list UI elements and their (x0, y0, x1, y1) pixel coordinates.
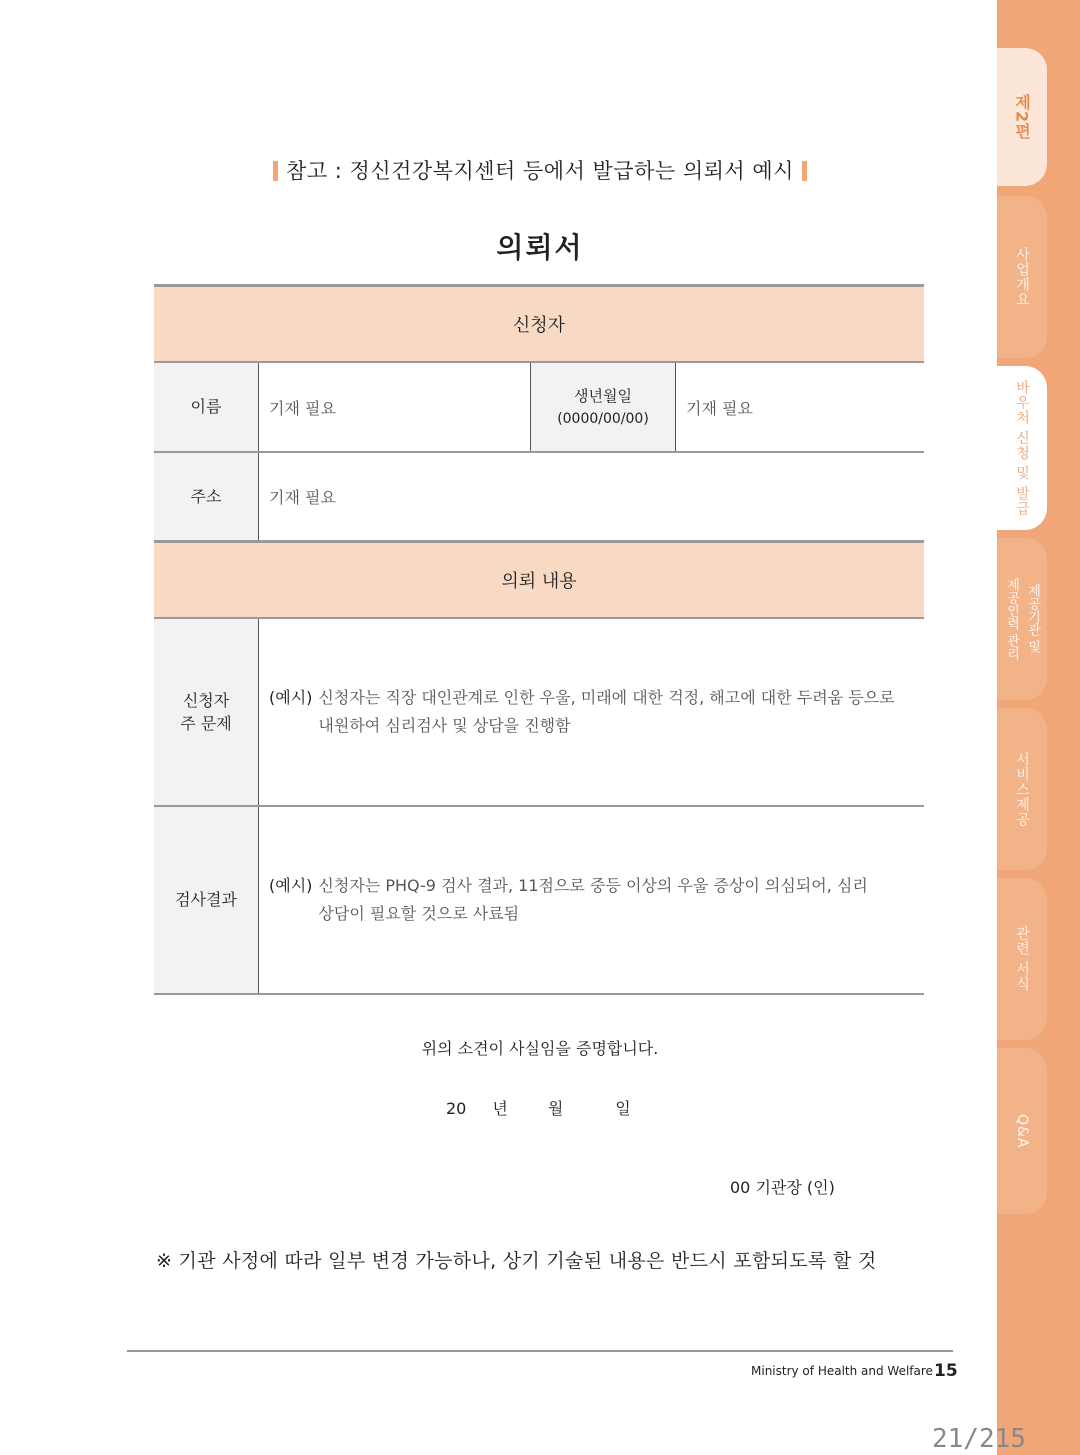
heading-bar-right (802, 161, 807, 181)
page-counter: 21/215 (932, 1424, 1026, 1454)
footer-divider (127, 1350, 953, 1352)
address-label: 주소 (154, 453, 259, 540)
problem-label (154, 619, 259, 805)
name-value[interactable]: 기재 필요 (269, 398, 336, 418)
footnote: ※ 기관 사정에 따라 일부 변경 가능하나, 상기 기술된 내용은 반드시 포함되도록 할 것 (156, 1250, 877, 1272)
problem-text-line-1: 신청자는 직장 대인관계로 인한 우울, 미래에 대한 걱정, 해고에 대한 두려움 등으로 (318, 688, 895, 707)
result-text-line-1: 신청자는 PHQ-9 검사 결과, 11점으로 중등 이상의 우울 증상이 의심되어, 심리 (318, 876, 868, 895)
tab-forms[interactable] (997, 878, 1047, 1040)
tab-forms-label: 관련 서식 (1014, 926, 1030, 992)
result-row (154, 807, 924, 995)
certification-text: 위의 소견이 사실임을 증명합니다. (421, 1039, 659, 1058)
referral-section-header: 의뢰 내용 (154, 540, 924, 619)
date-year: 20 (446, 1099, 467, 1118)
date-line (446, 1096, 657, 1119)
tab-provider-label-1: 제공기관 및 (1025, 584, 1040, 654)
birth-label-text: 생년월일 (574, 386, 632, 405)
name-birth-row (154, 363, 924, 453)
tab-voucher[interactable] (997, 366, 1047, 530)
tab-provider[interactable] (997, 538, 1047, 700)
referral-form (154, 284, 924, 995)
birth-label (530, 363, 676, 451)
document-title: 의뢰서 (496, 231, 584, 264)
tab-qna-label: Q&A (1014, 1113, 1030, 1149)
page-number: 15 (934, 1361, 958, 1381)
problem-example-tag: (예시) (269, 688, 313, 707)
heading-bar-left (273, 161, 278, 181)
result-label: 검사결과 (154, 807, 259, 993)
problem-content[interactable] (259, 619, 924, 805)
name-label: 이름 (154, 363, 259, 451)
applicant-section-header: 신청자 (154, 287, 924, 363)
tab-provider-label-2: 제공인력 관리 (1004, 577, 1019, 661)
problem-text-line-2: 내원하여 심리검사 및 상담을 진행함 (318, 716, 571, 735)
birth-format-text: (0000/00/00) (557, 410, 649, 427)
footer-ministry: Ministry of Health and Welfare (751, 1364, 933, 1378)
date-year-unit: 년 (492, 1099, 508, 1118)
birth-value[interactable]: 기재 필요 (686, 398, 753, 418)
tab-voucher-label: 바우처 신청 및 발급 (1014, 379, 1030, 517)
tab-part-label: 제2편 (1012, 93, 1032, 141)
tab-qna[interactable] (997, 1048, 1047, 1214)
organization-signature: 00 기관장 (인) (730, 1178, 835, 1197)
tab-service-label: 서비스제공 (1014, 751, 1030, 827)
date-day-unit: 일 (615, 1099, 631, 1118)
result-content[interactable] (259, 807, 924, 993)
tab-overview-label: 사업개요 (1014, 247, 1030, 307)
problem-label-line-1: 신청자 (182, 690, 230, 710)
problem-row (154, 619, 924, 807)
reference-heading (0, 155, 1080, 185)
result-text-line-2: 상담이 필요할 것으로 사료됨 (318, 904, 520, 923)
tab-service[interactable] (997, 708, 1047, 870)
address-row (154, 453, 924, 540)
reference-heading-text: 참고 : 정신건강복지센터 등에서 발급하는 의뢰서 예시 (286, 159, 794, 183)
address-value[interactable]: 기재 필요 (269, 488, 336, 507)
date-month-unit: 월 (547, 1099, 564, 1118)
tab-overview[interactable] (997, 196, 1047, 358)
result-example-tag: (예시) (269, 876, 313, 895)
problem-label-line-2: 주 문제 (180, 714, 232, 733)
